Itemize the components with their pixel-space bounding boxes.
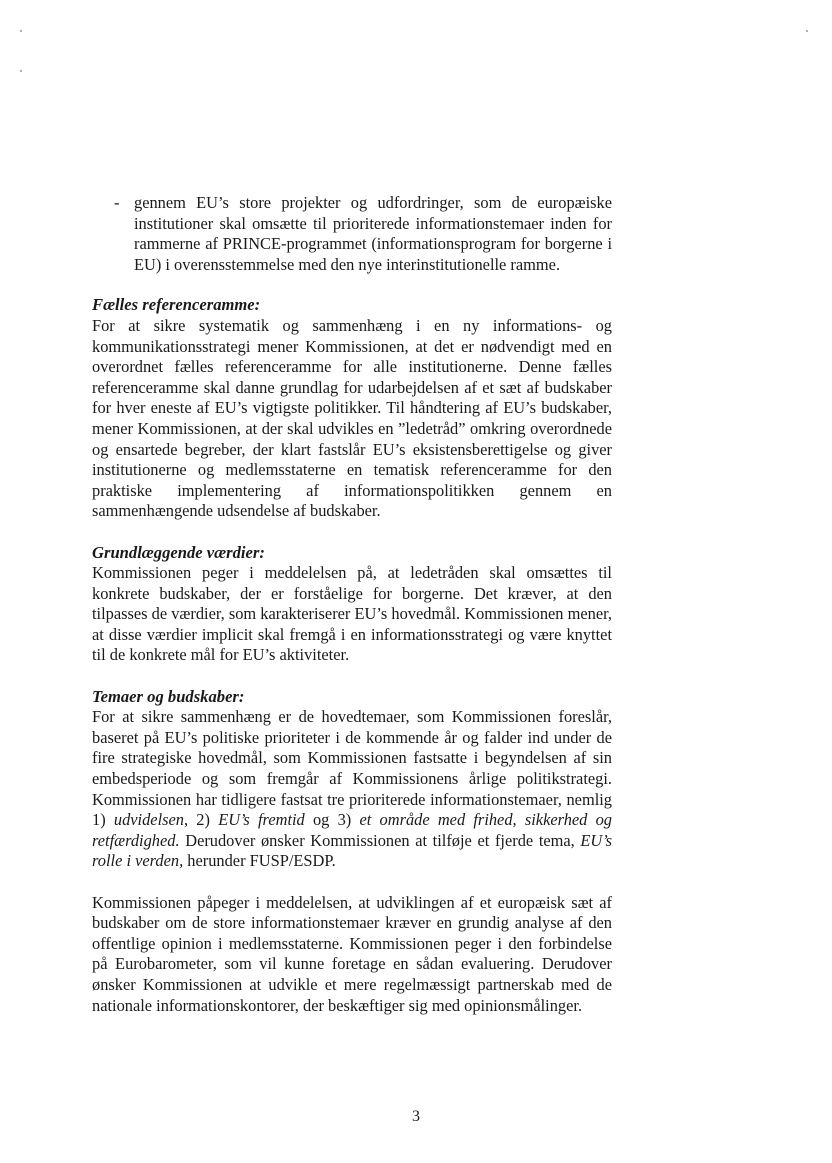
theme-frihed: et område med frihed, sikkerhed og retfærdighed. [92,810,612,850]
section-body: Kommissionen peger i meddelelsen på, at ledetråden skal omsættes til konkrete budskaber, der er forståelige for borgerne. Det kræver, at den tilpasses de værdier, som karakteriserer EU’s hovedmål. Kommissionen mener, at disse værdier implicit skal fremgå i en informationsstrategi og være knyttet til de konkrete mål for EU’s aktiviteter. [92,563,612,665]
body-text: Derudover ønsker Kommissionen at tilføje et fjerde tema, [179,830,581,850]
page-number: 3 [412,1108,420,1125]
section-vaerdier [92,543,612,667]
theme-eu-rolle: EU’s rolle i verden, [92,830,612,871]
scan-speck [20,30,22,32]
section-referenceramme [92,295,612,522]
section-heading: Grundlæggende værdier: [92,542,265,562]
bullet-marker: - [114,193,120,212]
section-body [92,707,612,872]
body-text: herunder FUSP/ESDP. [183,851,336,871]
scan-speck [20,70,22,72]
body-text: , 2) [183,810,219,830]
section-body: For at sikre systematik og sammenhæng i en ny informations- og kommunikationsstrategi mener Kommissionen, at det er nødvendigt med en overordnet fælles referenceramme for alle institutionerne. Denne fælles referenceramme skal danne grundlag for udarbejdelsen af et sæt af budskaber for hver eneste af EU’s vigtigste politikker. Til håndtering af EU’s budskaber, mener Kommissionen, at der skal udvikles en ”ledetråd” omkring overordnede og ensartede begreber, der klart fastslår EU’s eksistensberettigelse og giver institutionerne og medlemsstaterne en tematisk referenceramme for den praktiske implementering af informationspolitikken gennem en sammenhængende udsendelse af budskaber. [92,315,612,521]
section-eurobarometer [92,893,612,1017]
document-page [92,193,612,1037]
body-text: For at sikre sammenhæng er de hovedtemaer, som Kommissionen foreslår, baseret på EU’s politiske prioriteter i de kommende år og falder ind under de fire strategiske hovedmål, som Kommissionen fastsatte i begyndelsen af sin embedsperiode og som fremgår af Kommissionens årlige politikstrategi. Kommissionen har tidligere fastsat tre prioriterede informationstemaer, nemlig 1) [92,707,612,830]
bullet-text: gennem EU’s store projekter og udfordringer, som de europæiske institutioner skal omsætte til prioriterede informationstemaer inden for rammerne af PRINCE-programmet (informationsprogram for borgerne i EU) i overensstemmelse med den nye interinstitutionelle ramme. [134,193,612,274]
theme-udvidelsen: udvidelsen [113,810,184,830]
section-heading: Fælles referenceramme: [92,295,261,315]
bullet-item [92,193,612,275]
theme-eu-fremtid: EU’s fremtid [218,810,305,830]
scan-speck [806,30,808,32]
section-temaer [92,687,612,872]
section-body: Kommissionen påpeger i meddelelsen, at udviklingen af et europæisk sæt af budskaber om de store informationstemaer kræver en grundig analyse af den offentlige opinion i medlemsstaterne. Kommissionen peger i den forbindelse på Eurobarometer, som vil kunne foretage en sådan evaluering. Derudover ønsker Kommissionen at udvikle et mere regelmæssigt partnerskab med de nationale informationskontorer, der beskæftiger sig med opinionsmålinger. [92,892,612,1015]
section-heading: Temaer og budskaber: [92,686,245,706]
body-text: og 3) [304,810,360,830]
